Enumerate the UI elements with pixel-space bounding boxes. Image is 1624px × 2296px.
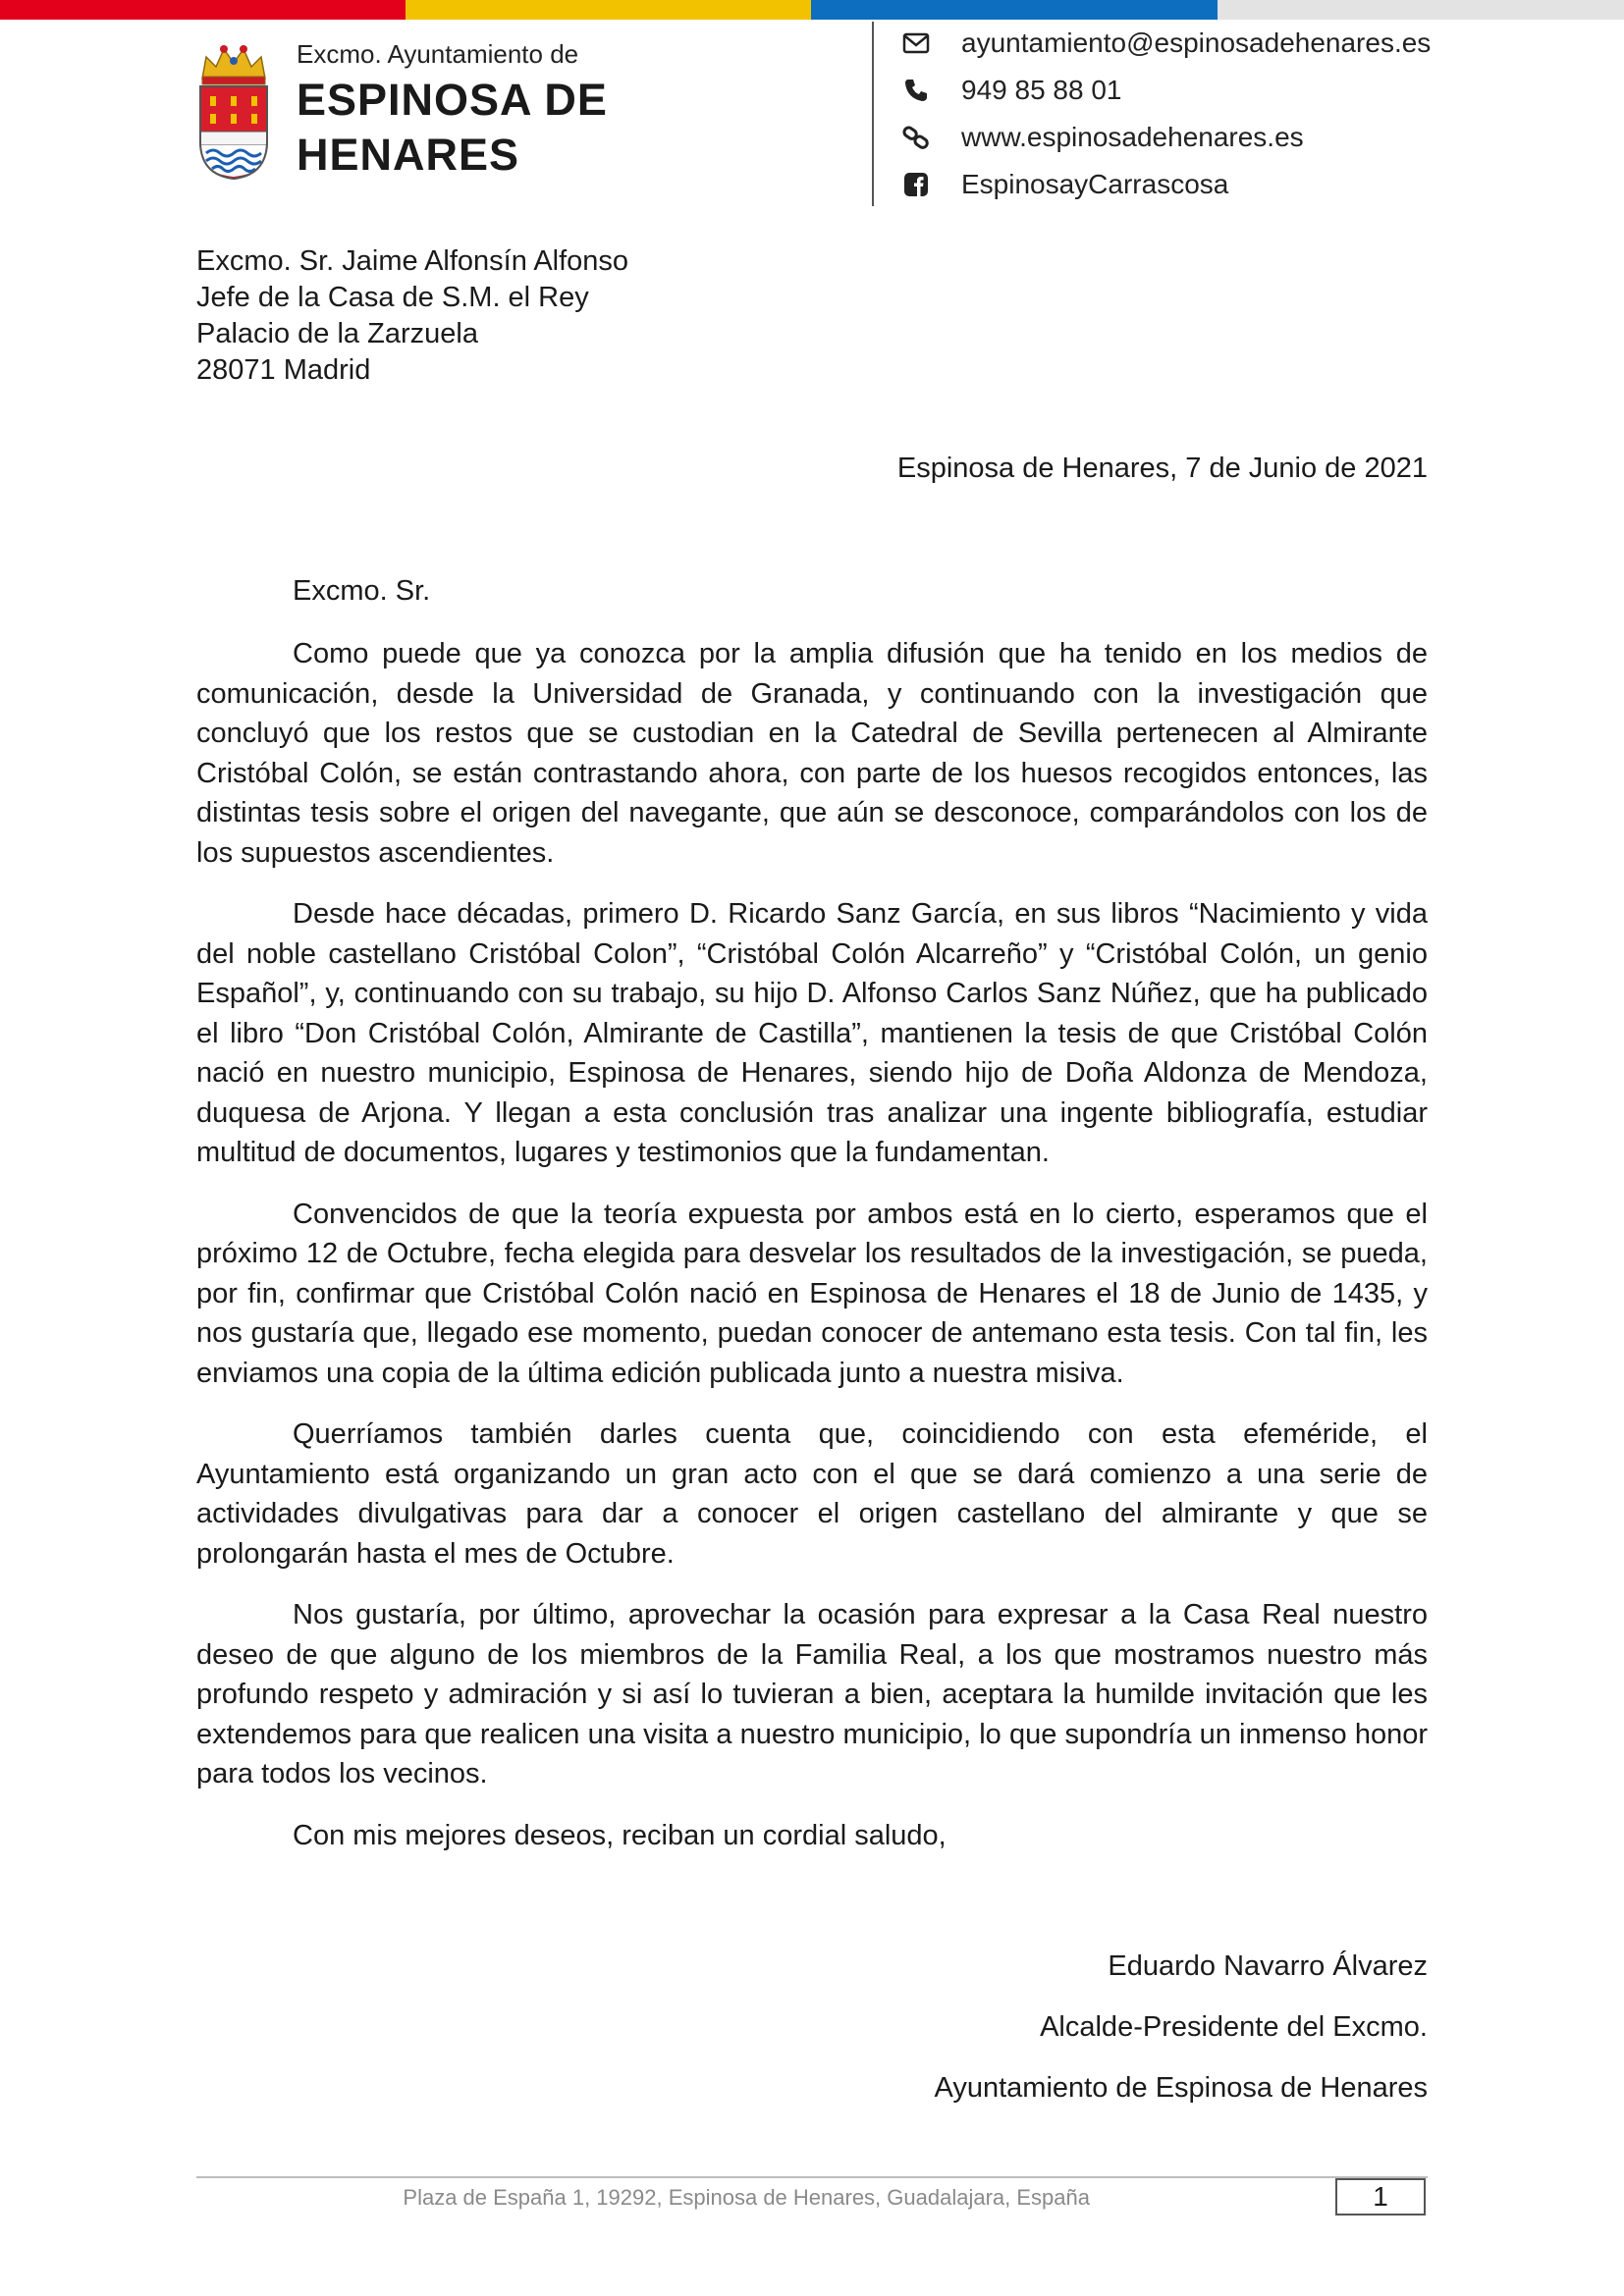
letter-body <box>196 634 1428 1877</box>
salutation: Excmo. Sr. <box>293 575 431 607</box>
recipient-line: Jefe de la Casa de S.M. el Rey <box>196 282 589 313</box>
org-name <box>297 73 608 183</box>
contact-web-text[interactable]: www.espinosadehenares.es <box>961 122 1304 152</box>
contact-facebook[interactable] <box>899 165 1449 204</box>
contact-web[interactable] <box>899 118 1449 157</box>
page-number: 1 <box>1335 2178 1426 2216</box>
contact-email[interactable] <box>899 24 1449 63</box>
body-paragraph: Nos gustaría, por último, aprovechar la ocasión para expresar a la Casa Real nuestro deseo de que alguno de los miembros de la Familia Real, a los que mostramos nuestro más profundo respeto y admiración y si así lo tuvieran a bien, aceptara la humilde invitación que les extendemos para que realicen una visita a nuestro municipio, lo que supondría un inmenso honor para todos los vecinos. <box>196 1599 1428 1789</box>
phone-icon <box>899 74 933 107</box>
footer-address: Plaza de España 1, 19292, Espinosa de Henares, Guadalajara, España <box>403 2185 1090 2210</box>
signatory-title: Ayuntamiento de Espinosa de Henares <box>934 2072 1428 2104</box>
contact-email-text[interactable]: ayuntamiento@espinosadehenares.es <box>961 27 1432 58</box>
recipient-line: Palacio de la Zarzuela <box>196 318 478 349</box>
org-prefix: Excmo. Ayuntamiento de <box>297 39 579 69</box>
body-paragraph: Como puede que ya conozca por la amplia difusión que ha tenido en los medios de comunicación, desde la Universidad de Granada, y continuando con la investigación que concluyó que los restos que se custodian en la Catedral de Sevilla pertenecen al Almirante Cristóbal Colón, se están contrastando ahora, con parte de los huesos recogidos entonces, las distintas tesis sobre el origen del navegante, que aún se desconoce, comparándolos con los de los supuestos ascendientes. <box>196 638 1428 869</box>
signatory-name: Eduardo Navarro Álvarez <box>1108 1950 1428 1982</box>
org-name-line2: HENARES <box>297 130 520 180</box>
recipient-line: Excmo. Sr. Jaime Alfonsín Alfonso <box>196 245 629 277</box>
body-paragraph: Querríamos también darles cuenta que, coincidiendo con esta efeméride, el Ayuntamiento está organizando un gran acto con el que se dará comienzo a una serie de actividades divulgativas para dar a conocer el origen castellano del almirante y que se prolongarán hasta el mes de Octubre. <box>196 1418 1428 1570</box>
stripe-red <box>0 0 406 20</box>
recipient-address <box>196 243 628 389</box>
coat-of-arms-icon <box>196 43 271 181</box>
stripe-blue <box>811 0 1218 20</box>
facebook-icon <box>899 168 933 201</box>
body-paragraph: Desde hace décadas, primero D. Ricardo Sanz García, en sus libros “Nacimiento y vida del noble castellano Cristóbal Colon”, “Cristóbal Colón Alcarreño” y “Cristóbal Colón, un genio Español”, y, continuando con su trabajo, su hijo D. Alfonso Carlos Sanz Núñez, que ha publicado el libro “Don Cristóbal Colón, Almirante de Castilla”, mantienen la tesis de que Cristóbal Colón nació en nuestro municipio, Espinosa de Henares, siendo hijo de Doña Aldonza de Mendoza, duquesa de Arjona. Y llegan a esta conclusión tras analizar una ingente bibliografía, estudiar multitud de documentos, lugares y testimonios que la fundamentan. <box>196 898 1428 1168</box>
contact-phone-text[interactable]: 949 85 88 01 <box>961 75 1122 105</box>
recipient-line: 28071 Madrid <box>196 354 371 386</box>
color-stripe <box>0 0 1624 20</box>
contact-phone[interactable] <box>899 71 1449 110</box>
body-paragraph: Convencidos de que la teoría expuesta por ambos está en lo cierto, esperamos que el próximo 12 de Octubre, fecha elegida para desvelar los resultados de la investigación, se pueda, por fin, confirmar que Cristóbal Colón nació en Espinosa de Henares el 18 de Junio de 1435, y nos gustaría que, llegado ese momento, puedan conocer de antemano esta tesis. Con tal fin, les enviamos una copia de la última edición publicada junto a nuestra misiva. <box>196 1198 1428 1389</box>
footer-divider <box>196 2176 1428 2178</box>
signature-block <box>935 1936 1428 2118</box>
stripe-yellow <box>406 0 811 20</box>
closing-line: Con mis mejores deseos, reciban un cordial saludo, <box>293 1819 947 1851</box>
signatory-title: Alcalde-Presidente del Excmo. <box>1040 2011 1428 2043</box>
header-divider <box>872 22 874 206</box>
link-icon <box>899 121 933 154</box>
contact-facebook-text[interactable]: EspinosayCarrascosa <box>961 169 1229 199</box>
envelope-icon <box>899 27 933 60</box>
stripe-grey <box>1218 0 1624 20</box>
letter-date: Espinosa de Henares, 7 de Junio de 2021 <box>896 453 1428 484</box>
org-name-line1: ESPINOSA DE <box>297 75 608 125</box>
